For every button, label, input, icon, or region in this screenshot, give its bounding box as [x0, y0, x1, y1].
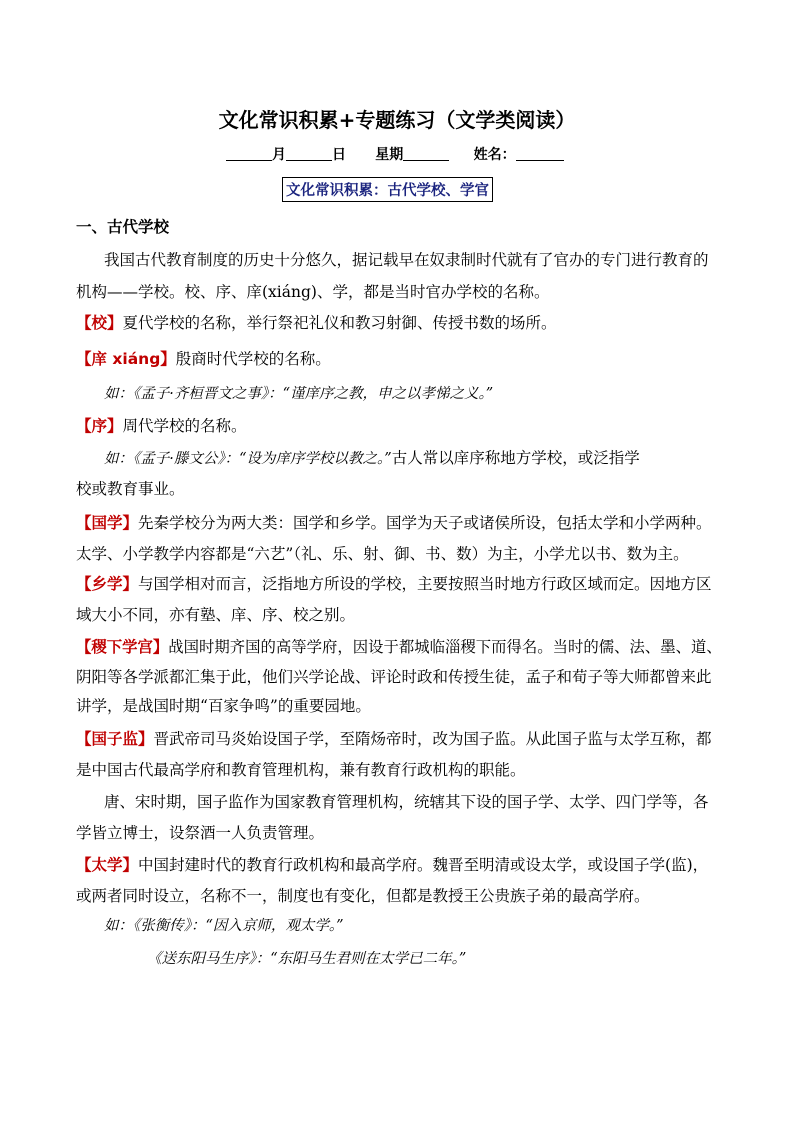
entry-text: 周代学校的名称。	[122, 417, 247, 435]
paragraph-line: 我国古代教育制度的历史十分悠久，据记载早在奴隶制时代就有了官办的专门进行教育的	[104, 251, 709, 269]
entry-xiao	[76, 311, 557, 333]
term-label: 【稷下学宫】	[76, 638, 169, 656]
section-heading: 一、古代学校	[76, 218, 170, 236]
example-quote: 如：《孟子·滕文公》：“设为庠序学校以教之。”	[104, 451, 392, 467]
name-blank[interactable]	[516, 146, 564, 161]
entry-jixia	[76, 635, 722, 657]
entry-xiangxue	[76, 572, 712, 594]
entry-text: 中国封建时代的教育行政机构和最高学府。魏晋至明清或设太学，或设国子学(监)，	[138, 856, 709, 874]
entry-text: 殷商时代学校的名称。	[175, 350, 331, 368]
paragraph-line: 或两者同时设立，名称不一，制度也有变化，但都是教授王公贵族子弟的最高学府。	[76, 887, 650, 905]
entry-text: 战国时期齐国的高等学府，因设于都城临淄稷下而得名。当时的儒、法、墨、道、	[168, 638, 722, 656]
name-label: 姓名：	[473, 147, 516, 163]
entry-text: 晋武帝司马炎始设国子学，至隋炀帝时，改为国子监。从此国子监与太学互称，都	[153, 730, 712, 748]
page-title: 文化常识积累+专题练习（文学类阅读）	[218, 108, 576, 132]
example-line: 《送东阳马生序》：“东阳马生君则在太学已二年。”	[147, 951, 467, 967]
example-line: 如：《孟子·齐桓晋文之事》：“谨庠序之教，申之以孝悌之义。”	[104, 386, 494, 402]
paragraph-line: 太学、小学教学内容都是“六艺”（礼、乐、射、御、书、数）为主，小学尤以书、数为主。	[76, 545, 689, 563]
entry-xiang	[76, 347, 331, 369]
example-line: 如：《张衡传》：“因入京师，观太学。”	[104, 918, 344, 934]
entry-text: 夏代学校的名称，举行祭祀礼仪和教习射御、传授书数的场所。	[122, 314, 557, 332]
entry-guoxue	[76, 511, 712, 533]
paragraph-line: 域大小不同，亦有塾、庠、序、校之别。	[76, 606, 356, 624]
paragraph-line: 校或教育事业。	[76, 480, 185, 498]
term-label: 【序】	[76, 417, 123, 435]
term-label: 【国学】	[76, 514, 139, 532]
entry-text: 先秦学校分为两大类：国学和乡学。国学为天子或诸侯所设，包括太学和小学两种。	[138, 514, 712, 532]
paragraph-line: 讲学，是战国时期“百家争鸣”的重要园地。	[76, 697, 371, 715]
entry-taixue	[76, 853, 708, 875]
day-label: 日	[332, 147, 346, 163]
entry-text: 与国学相对而言，泛指地方所设的学校，主要按照当时地方行政区域而定。因地方区	[138, 575, 712, 593]
weekday-blank[interactable]	[403, 146, 449, 161]
entry-guozijian	[76, 727, 712, 749]
month-blank[interactable]	[226, 146, 272, 161]
term-label: 【太学】	[76, 856, 139, 874]
date-name-line	[226, 144, 564, 164]
term-label: 【乡学】	[76, 575, 139, 593]
term-label: 【庠 xiáng】	[76, 350, 176, 368]
day-blank[interactable]	[286, 146, 332, 161]
example-line	[104, 446, 640, 468]
paragraph-line: 唐、宋时期，国子监作为国家教育管理机构，统辖其下设的国子学、太学、四门学等，各	[104, 793, 709, 811]
weekday-label: 星期	[375, 147, 404, 163]
month-label: 月	[272, 147, 286, 163]
term-label: 【国子监】	[76, 730, 154, 748]
box-heading: 文化常识积累：古代学校、学官	[282, 177, 493, 202]
paragraph-line: 学皆立博士，设祭酒一人负责管理。	[76, 824, 325, 842]
term-label: 【校】	[76, 314, 123, 332]
example-text: 古人常以庠序称地方学校，或泛指学	[391, 449, 640, 467]
paragraph-line: 机构——学校。校、序、庠(xiáng)、学，都是当时官办学校的名称。	[76, 283, 550, 301]
paragraph-line: 是中国古代最高学府和教育管理机构，兼有教育行政机构的职能。	[76, 761, 526, 779]
entry-xu	[76, 414, 247, 436]
paragraph-line: 阴阳等各学派都汇集于此，他们兴学论战、评论时政和传授生徒，孟子和荀子等大师都曾来此	[76, 668, 712, 686]
